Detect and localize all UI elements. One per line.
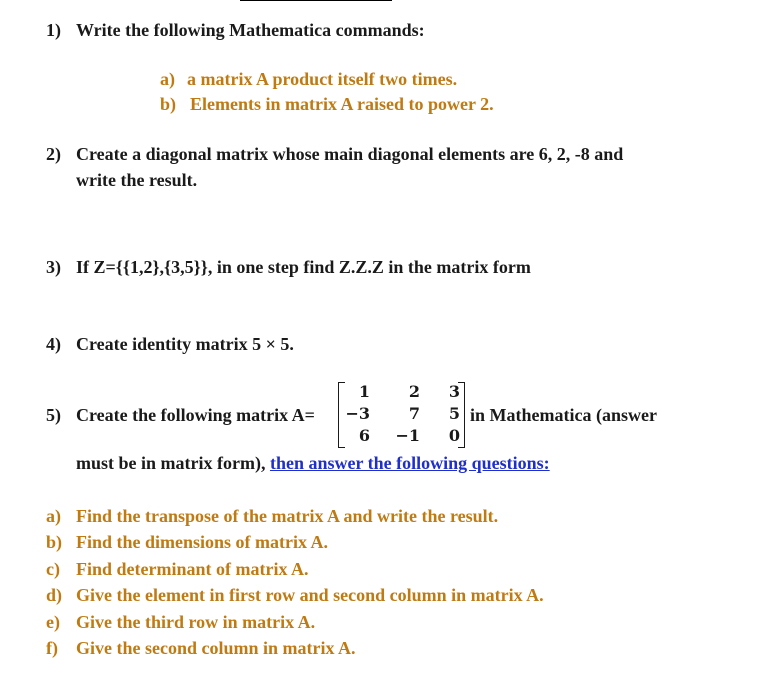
sub-letter: b) — [160, 94, 177, 114]
question-5 — [46, 404, 315, 426]
question-number: 4) — [46, 334, 61, 354]
question-3 — [46, 256, 531, 278]
sub-text: Give the second column in matrix A. — [76, 638, 356, 658]
question-5-c — [46, 558, 308, 580]
question-5-d — [46, 584, 544, 606]
question-5-a — [46, 505, 498, 527]
question-number: 3) — [46, 257, 61, 277]
matrix-cell: 1 — [358, 382, 370, 401]
sub-letter: a) — [46, 506, 61, 526]
question-text: Create a diagonal matrix whose main diagonal elements are 6, 2, -8 and — [76, 144, 624, 164]
matrix-cell: 5 — [448, 404, 460, 423]
matrix-cell: −3 — [345, 404, 370, 423]
question-text: Create identity matrix 5 × 5. — [76, 334, 294, 354]
question-text: must be in matrix form), — [76, 453, 266, 473]
question-1-a — [160, 68, 457, 90]
sub-letter: e) — [46, 612, 60, 632]
sub-text: Elements in matrix A raised to power 2. — [190, 94, 494, 114]
matrix-cell: 0 — [448, 426, 460, 445]
question-text: Write the following Mathematica commands: — [76, 20, 425, 40]
instructions-link[interactable]: then answer the following questions: — [269, 453, 550, 473]
sub-text: Find the transpose of the matrix A and write the result. — [76, 506, 499, 526]
question-text: Create the following matrix A= — [76, 405, 315, 425]
question-4 — [46, 333, 294, 355]
matrix-cell: −1 — [395, 426, 420, 445]
question-text: in Mathematica (answer — [470, 405, 657, 425]
matrix-cell: 6 — [358, 426, 370, 445]
question-2 — [46, 143, 623, 165]
question-1-b — [160, 93, 494, 115]
sub-text: Give the element in first row and second column in matrix A. — [76, 585, 544, 605]
question-5-f — [46, 637, 356, 659]
question-number: 5) — [46, 405, 61, 425]
sub-letter: f) — [46, 638, 58, 658]
sub-text: a matrix A product itself two times. — [187, 69, 458, 89]
question-5-continuation — [76, 452, 550, 474]
question-2-continuation — [76, 169, 197, 191]
sub-letter: d) — [46, 585, 63, 605]
question-1 — [46, 19, 425, 41]
sub-letter: c) — [46, 559, 60, 579]
sub-text: Find determinant of matrix A. — [76, 559, 309, 579]
sub-letter: a) — [160, 69, 175, 89]
matrix-a — [338, 381, 465, 447]
question-5-after-matrix — [470, 404, 657, 426]
top-rule — [240, 0, 392, 1]
sub-text: Give the third row in matrix A. — [76, 612, 316, 632]
matrix-cell: 3 — [448, 382, 460, 401]
question-text: If Z={{1,2},{3,5}}, in one step find Z.Z.Z in the matrix form — [76, 257, 531, 277]
sub-text: Find the dimensions of matrix A. — [76, 532, 329, 552]
question-number: 2) — [46, 144, 61, 164]
question-number: 1) — [46, 20, 61, 40]
matrix-cell: 2 — [408, 382, 420, 401]
question-5-e — [46, 611, 315, 633]
question-text: write the result. — [76, 170, 198, 190]
question-5-b — [46, 531, 328, 553]
sub-letter: b) — [46, 532, 63, 552]
matrix-cell: 7 — [408, 404, 420, 423]
